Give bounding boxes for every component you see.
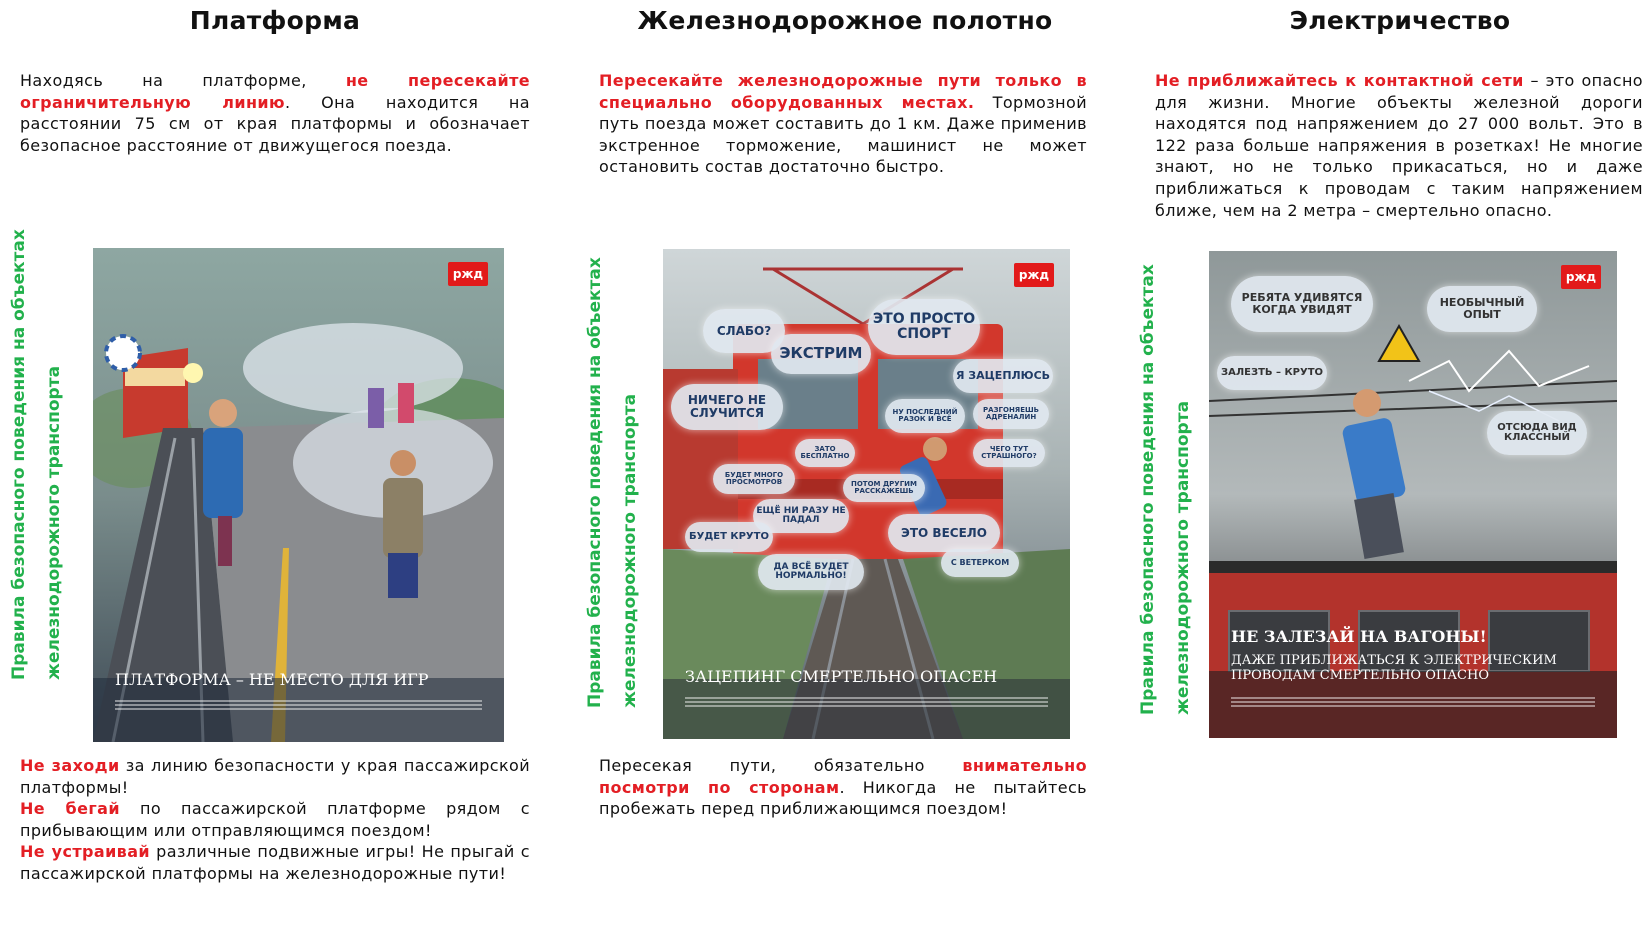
thought-bubble: БУДЕТ МНОГО ПРОСМОТРОВ	[713, 464, 795, 494]
track-bottom-text	[599, 755, 1087, 820]
thought-bubble: СЛАБО?	[703, 309, 785, 353]
poster-electricity-subcaption	[1231, 653, 1557, 683]
poster-fine-print	[685, 697, 1048, 711]
thought-bubble: НЕОБЫЧНЫЙ ОПЫТ	[1427, 286, 1537, 332]
vertical-caption-line-1: Правила безопасного поведения на объектах	[585, 257, 605, 708]
thought-bubble: ЭКСТРИМ	[771, 334, 871, 374]
thought-bubble: ЗАЛЕЗТЬ – КРУТО	[1217, 356, 1327, 390]
vertical-caption-line-2: железнодорожного транспорта	[620, 393, 640, 708]
rzd-logo: ржд	[1014, 263, 1054, 287]
thought-bubble: НИЧЕГО НЕ СЛУЧИТСЯ	[671, 384, 783, 430]
track-vertical-caption	[584, 257, 642, 708]
body-text: за линию безопасности у края пассажирской платформы!	[20, 756, 531, 797]
platform-bottom-text	[20, 755, 530, 885]
poster-track	[663, 249, 1070, 739]
platform-vertical-caption	[8, 229, 66, 680]
body-text: Тормозной путь поезда может составить до 1 км. Даже применив экстренное торможение, машинист не может остановить состав достаточно быстро.	[599, 92, 1087, 177]
body-text: . Она находится на расстоянии 75 см от края платформы и обозначает безопасное расстояние от движущегося поезда.	[20, 92, 530, 155]
poster-electricity-caption: НЕ ЗАЛЕЗАЙ НА ВАГОНЫ!	[1231, 627, 1487, 646]
column-title-electricity: Электричество	[1289, 6, 1511, 35]
poster-track-caption: ЗАЦЕПИНГ СМЕРТЕЛЬНО ОПАСЕН	[685, 667, 998, 686]
emphasis-text: Пересекайте железнодорожные пути только в специально оборудованных местах.	[599, 71, 1087, 112]
electricity-vertical-caption	[1137, 264, 1195, 715]
thought-bubble: РЕБЯТА УДИВЯТСЯ КОГДА УВИДЯТ	[1231, 276, 1373, 332]
subcaption-line: ДАЖЕ ПРИБЛИЖАТЬСЯ К ЭЛЕКТРИЧЕСКИМ	[1231, 653, 1557, 668]
poster-fine-print	[115, 700, 482, 714]
emphasis-text: Не заходи	[20, 756, 120, 775]
thought-bubble: БУДЕТ КРУТО	[685, 522, 773, 552]
poster-platform-illustration	[93, 248, 504, 742]
body-text: Находясь на платформе,	[20, 71, 346, 90]
emphasis-text: не пересекайте ограничительную линию	[20, 71, 530, 112]
poster-platform	[93, 248, 504, 742]
paragraph-line	[599, 755, 1087, 820]
thought-bubble: ДА ВСЁ БУДЕТ НОРМАЛЬНО!	[758, 554, 864, 590]
thought-bubble: ЭТО ВЕСЕЛО	[888, 514, 1000, 552]
track-top-text	[599, 70, 1087, 178]
rzd-logo: ржд	[448, 262, 488, 286]
subcaption-line: ПРОВОДАМ СМЕРТЕЛЬНО ОПАСНО	[1231, 668, 1489, 683]
thought-bubble: ЭТО ПРОСТО СПОРТ	[868, 299, 980, 355]
electricity-top-text	[1155, 70, 1643, 221]
thought-bubble: ЗАТО БЕСПЛАТНО	[795, 439, 855, 467]
thought-bubble: С ВЕТЕРКОМ	[941, 549, 1019, 577]
thought-bubble: НУ ПОСЛЕДНИЙ РАЗОК И ВСЁ	[885, 399, 965, 433]
poster-platform-caption: ПЛАТФОРМА – НЕ МЕСТО ДЛЯ ИГР	[115, 670, 429, 689]
emphasis-text: Не приближайтесь к контактной сети	[1155, 71, 1524, 90]
thought-bubble: Я ЗАЦЕПЛЮСЬ	[953, 359, 1053, 393]
body-text: различные подвижные игры! Не прыгай с пассажирской платформы на железнодорожные пути!	[20, 842, 530, 883]
thought-bubble: ЧЕГО ТУТ СТРАШНОГО?	[973, 439, 1045, 467]
vertical-caption-line-2: железнодорожного транспорта	[44, 365, 64, 680]
poster-electricity	[1209, 251, 1617, 738]
emphasis-text: Не устраивай	[20, 842, 151, 862]
platform-top-text	[20, 70, 530, 156]
vertical-caption-line-1: Правила безопасного поведения на объектах	[1138, 264, 1158, 715]
column-title-track: Железнодорожное полотно	[637, 6, 1053, 35]
emphasis-text: Не бегай	[20, 799, 120, 819]
body-text: по пассажирской платформе рядом с прибывающим или отправляющимся поездом!	[20, 799, 530, 840]
emphasis-text: внимательно посмотри по сторонам	[599, 756, 1087, 797]
poster-fine-print	[1231, 697, 1595, 711]
thought-bubble: ПОТОМ ДРУГИМ РАССКАЖЕШЬ	[843, 474, 925, 502]
column-title-platform: Платформа	[189, 6, 361, 35]
thought-bubble: РАЗГОНЯЕШЬ АДРЕНАЛИН	[973, 399, 1049, 429]
paragraph-line	[20, 755, 530, 798]
rzd-logo: ржд	[1561, 265, 1601, 289]
body-text: . Никогда не пытайтесь пробежать перед приближающимся поездом!	[599, 777, 1087, 819]
vertical-caption-line-2: железнодорожного транспорта	[1173, 400, 1193, 715]
body-text: Пересекая пути, обязательно	[599, 756, 963, 775]
body-text: – это опасно для жизни. Многие объекты железной дороги находятся под напряжением до 27 000 вольт. Это в 122 раза больше напряжения в розетках! Не многие знают, но не только прикасаться, но и даже приближаться к проводам с таким напряжением ближе, чем на 2 метра – смертельно опасно.	[1155, 71, 1643, 220]
paragraph-line	[20, 798, 530, 841]
vertical-caption-line-1: Правила безопасного поведения на объектах	[9, 229, 29, 680]
thought-bubble: ОТСЮДА ВИД КЛАССНЫЙ	[1487, 411, 1587, 455]
thought-bubble: ЕЩЁ НИ РАЗУ НЕ ПАДАЛ	[753, 499, 849, 533]
paragraph-line	[20, 841, 530, 884]
